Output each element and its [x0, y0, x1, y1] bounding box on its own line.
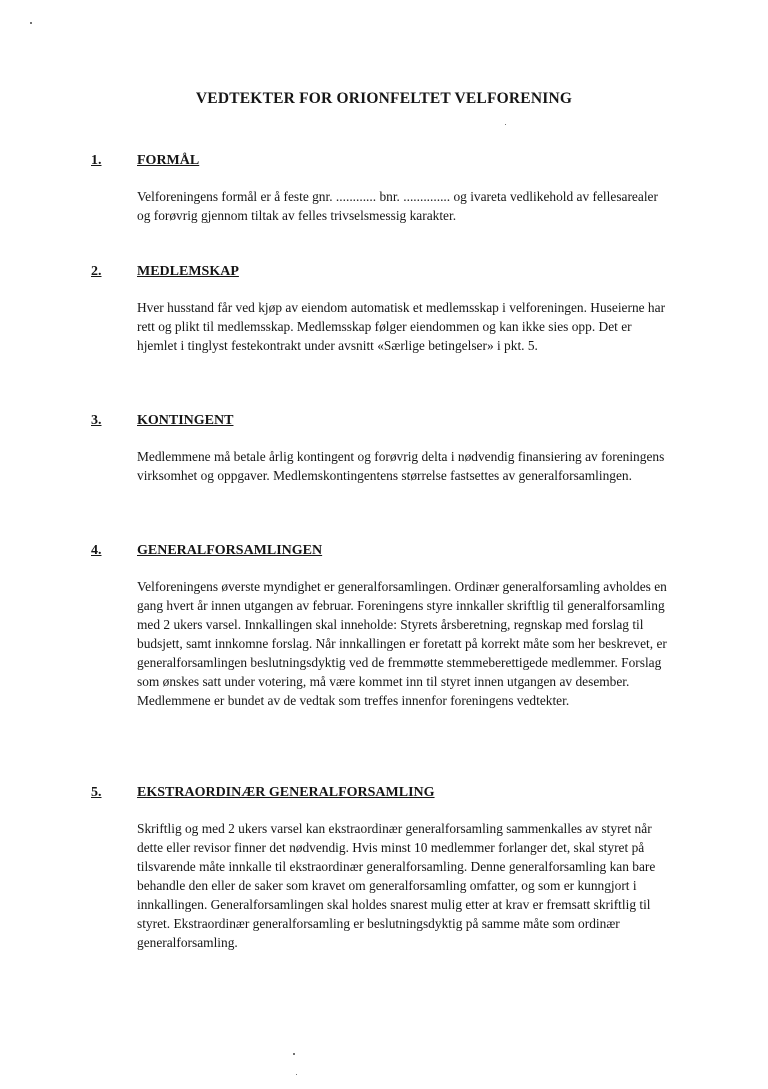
section-title: FORMÅL [137, 153, 200, 168]
section-heading [91, 413, 233, 429]
section-number: 4. [91, 543, 102, 558]
section-text: Medlemmene må betale årlig kontingent og forøvrig delta i nødvendig finansiering av foreningens virksomhet og oppgaver. Medlemskontingentens størrelse fastsettes av generalforsamlingen. [137, 449, 665, 483]
section-heading [91, 543, 322, 559]
document-title: VEDTEKTER FOR ORIONFELTET VELFORENING [195, 90, 573, 107]
section-text: Velforeningens formål er å feste gnr. ............ bnr. .............. og ivareta vedlikehold av fellesarealer og forøvrig gjennom tiltak av felles trivselsmessig karakter. [137, 189, 658, 223]
section-title: GENERALFORSAMLINGEN [137, 543, 323, 558]
scan-speck [505, 124, 506, 125]
section-title: MEDLEMSKAP [137, 264, 239, 279]
section-heading [91, 153, 199, 169]
section-text: Skriftlig og med 2 ukers varsel kan ekstraordinær generalforsamling sammenkalles av styret når dette eller revisor finner det nødvendig. Hvis minst 10 medlemmer forlanger det, skal styret på tilsvarende måte innkalle til ekstraordinær generalforsamling. Denne generalforsamling kan bare behandle den eller de saker som kravet om generalforsamling omfatter, og som er kunngjort i innkallingen. Generalforsamlingen skal holdes snarest mulig etter at krav er fremsatt skriftlig til styret. Ekstraordinær generalforsamling er beslutningsdyktig på samme måte som ordinær generalforsamling. [137, 821, 656, 950]
section-text: Hver husstand får ved kjøp av eiendom automatisk et medlemsskap i velforeningen. Huseierne har rett og plikt til medlemsskap. Medlemsskap følger eiendommen og kan ikke sies opp. Det er hjemlet i tinglyst festekontrakt under avsnitt «Særlige betingelser» i pkt. 5. [137, 300, 666, 353]
section-title: KONTINGENT [137, 413, 234, 428]
section-text: Velforeningens øverste myndighet er generalforsamlingen. Ordinær generalforsamling avholdes en gang hvert år innen utgangen av februar. Foreningens styre innkaller skriftlig til generalforsamling med 2 ukers varsel. Innkallingen skal inneholde: Styrets årsberetning, regnskap med forslag til budsjett, samt innkomne forslag. Når innkallingen er foretatt på korrekt måte som her beskrevet, er generalforsamlingen beslutningsdyktig ved de fremmøtte stemmeberettigede medlemmer. Forslag som ønskes satt under votering, må være kommet inn til styret innen utgangen av desember. Medlemmene er bundet av de vedtak som treffes innenfor foreningens vedtekter. [137, 579, 667, 708]
section-number: 1. [91, 153, 102, 168]
section-heading [91, 785, 435, 801]
section-number: 5. [91, 785, 102, 800]
section-number: 2. [91, 264, 102, 279]
scan-speck [293, 1053, 295, 1055]
section-title: EKSTRAORDINÆR GENERALFORSAMLING [137, 785, 435, 800]
scan-speck [296, 1074, 297, 1075]
section-heading [91, 264, 239, 280]
section-number: 3. [91, 413, 102, 428]
scan-speck [30, 22, 32, 24]
